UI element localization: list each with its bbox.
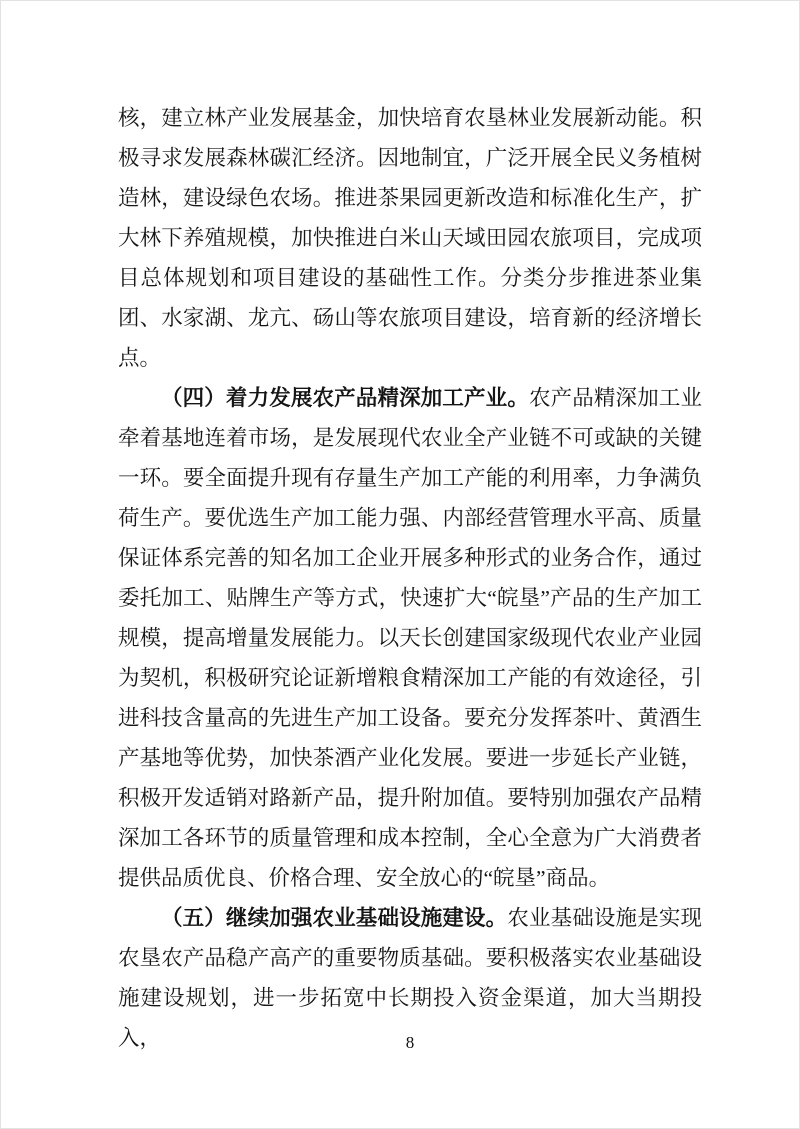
page-number: 8 — [405, 1033, 415, 1052]
page-content — [118, 98, 702, 1058]
paragraph-section-4 — [118, 378, 702, 898]
paragraph-text: 核，建立林产业发展基金，加快培育农垦林业发展新动能。积极寻求发展森林碳汇经济。因地制宜，广泛开展全民义务植树造林，建设绿色农场。推进茶果园更新改造和标准化生产，扩大林下养殖规模，加快推进白米山天域田园农旅项目，完成项目总体规划和项目建设的基础性工作。分类分步推进茶业集团、水家湖、龙亢、砀山等农旅项目建设，培育新的经济增长点。 — [118, 106, 702, 370]
paragraph-text: 农产品精深加工业牵着基地连着市场，是发展现代农业全产业链不可或缺的关键一环。要全面提升现有存量生产加工产能的利用率，力争满负荷生产。要优选生产加工能力强、内部经营管理水平高、质量保证体系完善的知名加工企业开展多种形式的业务合作，通过委托加工、贴牌生产等方式，快速扩大“皖垦”产品的生产加工规模，提高增量发展能力。以天长创建国家级现代农业产业园为契机，积极研究论证新增粮食精深加工产能的有效途径，引进科技含量高的先进生产加工设备。要充分发挥茶叶、黄酒生产基地等优势，加快茶酒产业化发展。要进一步延长产业链，积极开发适销对路新产品，提升附加值。要特别加强农产品精深加工各环节的质量管理和成本控制，全心全意为广大消费者提供品质优良、价格合理、安全放心的“皖垦”商品。 — [118, 386, 702, 890]
paragraph-continued — [118, 98, 702, 378]
section-5-heading: （五）继续加强农业基础设施建设。 — [161, 906, 508, 930]
section-4-heading: （四）着力发展农产品精深加工产业。 — [161, 386, 529, 410]
paragraph-text: 农业基础设施是实现农垦农产品稳产高产的重要物质基础。要积极落实农业基础设施建设规划，进一步拓宽中长期投入资金渠道，加大当期投入， — [118, 906, 702, 1050]
